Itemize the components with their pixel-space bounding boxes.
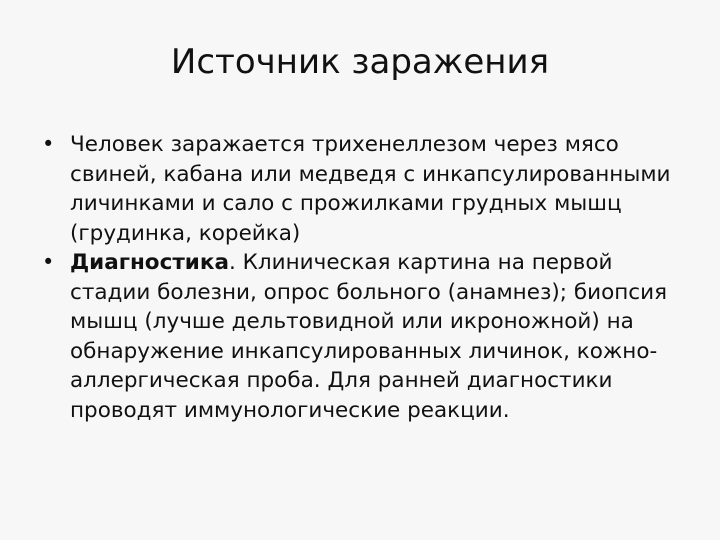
bullet-bold-lead: Диагностика: [70, 250, 229, 275]
bullet-text-body: . Клиническая картина на первой стадии болезни, опрос больного (анамнез); биопсия мышц (лучше дельтовидной или икроножной) на обнаружение инкапсулированных личинок, кожно-аллергическая проба. Для ранней диагностики проводят иммунологические реакции.: [70, 250, 668, 423]
bullet-text: [70, 130, 692, 248]
bullet-text-body: Человек заражается трихенеллезом через мясо свиней, кабана или медведя с инкапсулированными личинками и сало с прожилками грудных мышц (грудинка, корейка): [70, 132, 671, 246]
bullet-list: [42, 130, 692, 425]
bullet-icon: •: [42, 132, 55, 156]
bullet-item-infection-source: [42, 130, 692, 248]
bullet-icon: •: [42, 250, 55, 274]
bullet-item-diagnostics: [42, 248, 692, 425]
slide-title: Источник заражения: [170, 42, 550, 82]
bullet-text: [70, 248, 692, 425]
